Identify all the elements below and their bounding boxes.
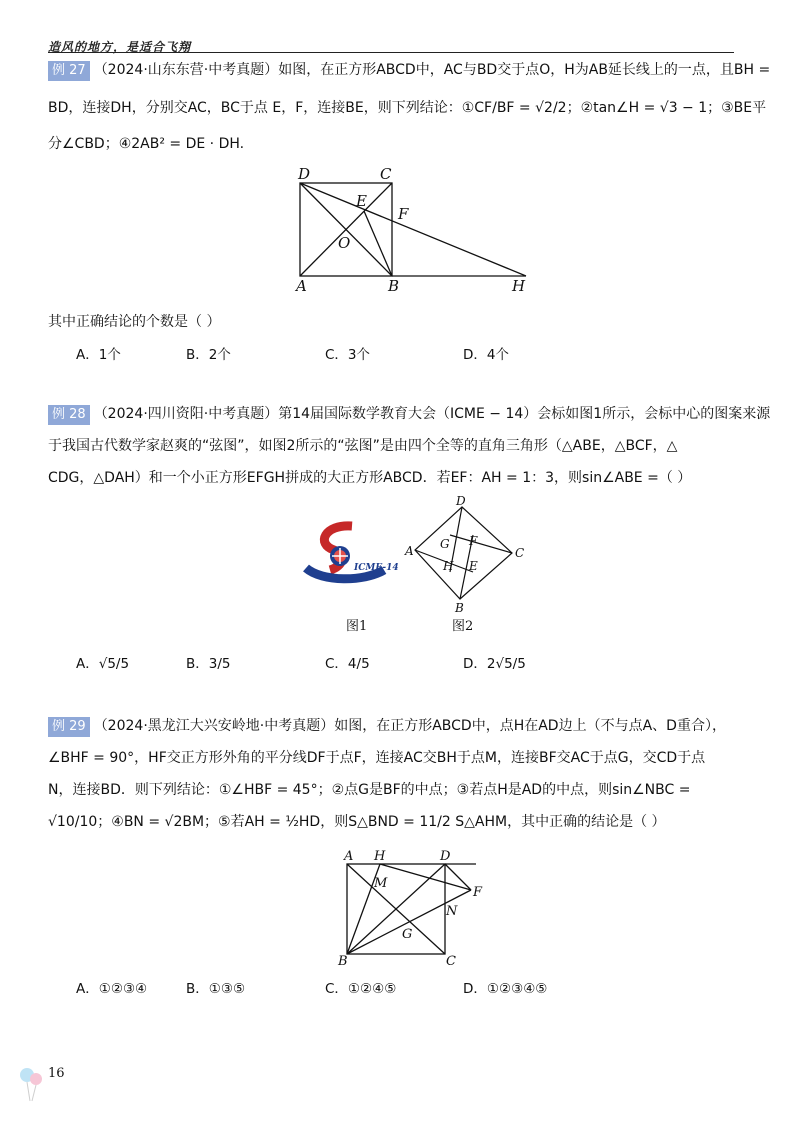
header-rule (48, 52, 734, 53)
figure-label: F (398, 205, 409, 223)
problem-tag: 例 29 (48, 717, 90, 737)
page-number: 16 (48, 1066, 65, 1081)
figure-label: G (440, 537, 450, 551)
option-a[interactable]: A．①②③④ (76, 981, 148, 997)
figure-label: F (473, 885, 483, 900)
problem-text-line: （2024·四川资阳·中考真题）第14届国际数学教育大会（ICME − 14）会标如图1所示，会标中心的图案来源 (93, 406, 771, 422)
figure-label: F (469, 534, 478, 548)
figure-label: B (338, 954, 348, 968)
figure-label: N (446, 904, 458, 919)
icme-logo (302, 520, 407, 586)
figure-square-diagonals (290, 163, 540, 298)
problem-text-line: ∠BHF = 90°，HF交正方形外角的平分线DF于点F，连接AC交BH于点M，连接BF交AC于点G，交CD于点 (48, 750, 706, 766)
figure-label: D (440, 849, 451, 864)
figure-label: E (356, 192, 367, 210)
figure-caption: 图1 (346, 619, 368, 634)
problem-text-line: √10/10；④BN = √2BM；⑤若AH = ½HD，则S△BND = 11/2 S△AHM，其中正确的结论是（ ） (48, 814, 666, 830)
figure-label: D (298, 165, 311, 183)
figure-label: A (405, 544, 414, 558)
problem-text-line: （2024·山东东营·中考真题）如图，在正方形ABCD中，AC与BD交于点O，H为AB延长线上的一点，且BH = (93, 62, 771, 78)
figure-label: D (456, 495, 466, 508)
option-d[interactable]: D．①②③④⑤ (463, 981, 548, 997)
balloon-decoration (18, 1065, 48, 1105)
figure-label: H (374, 849, 386, 864)
figure-label: C (515, 546, 525, 560)
figure-square-external (336, 843, 496, 968)
figure-label: M (374, 876, 388, 891)
option-c[interactable]: C．3个 (325, 347, 371, 363)
problem-text-line: 于我国古代数学家赵爽的“弦图”，如图2所示的“弦图”是由四个全等的直角三角形（△ABE，△BCF，△ (48, 438, 678, 454)
option-b[interactable]: B．①③⑤ (186, 981, 246, 997)
problem-text-line: （2024·黑龙江大兴安岭地·中考真题）如图，在正方形ABCD中，点H在AD边上（不与点A、D重合）， (93, 718, 726, 734)
option-d[interactable]: D．2√5/5 (463, 656, 526, 672)
figure-label: H (443, 559, 454, 573)
problem-text-line: N，连接BD．则下列结论：①∠HBF = 45°；②点G是BF的中点；③若点H是AD的中点，则sin∠NBC = (48, 782, 691, 798)
figure-label: C (446, 954, 456, 968)
figure-label: G (402, 927, 413, 942)
figure-string-diagram (402, 495, 532, 615)
figure-label: B (455, 601, 464, 615)
figure-label: H (512, 277, 526, 295)
option-b[interactable]: B．2个 (186, 347, 231, 363)
problem-text-line: 分∠CBD；④2AB² = DE · DH. (48, 136, 245, 152)
logo-text: ICME-14 (354, 563, 399, 573)
problem-text-line: BD，连接DH，分别交AC，BC于点 E，F，连接BE，则下列结论：①CF/BF = √2/2；②tan∠H = √3 − 1；③BE平 (48, 100, 767, 116)
option-c[interactable]: C．4/5 (325, 656, 370, 672)
problem-text-line: CDG，△DAH）和一个小正方形EFGH拼成的大正方形ABCD．若EF：AH = 1：3，则sin∠ABE =（ ） (48, 470, 692, 486)
option-b[interactable]: B．3/5 (186, 656, 231, 672)
option-c[interactable]: C．①②④⑤ (325, 981, 397, 997)
figure-label: A (344, 849, 354, 864)
question-text: 其中正确结论的个数是（ ） (48, 314, 221, 330)
figure-label: B (388, 277, 400, 295)
header-motto: 造风的地方，是适合飞翔 (48, 40, 192, 54)
figure-label: E (469, 559, 478, 573)
problem-tag: 例 27 (48, 61, 90, 81)
figure-label: C (380, 165, 392, 183)
figure-caption: 图2 (452, 619, 474, 634)
figure-label: O (338, 234, 351, 252)
option-a[interactable]: A．√5/5 (76, 656, 130, 672)
problem-tag: 例 28 (48, 405, 90, 425)
option-d[interactable]: D．4个 (463, 347, 509, 363)
option-a[interactable]: A．1个 (76, 347, 121, 363)
figure-label: A (296, 277, 307, 295)
